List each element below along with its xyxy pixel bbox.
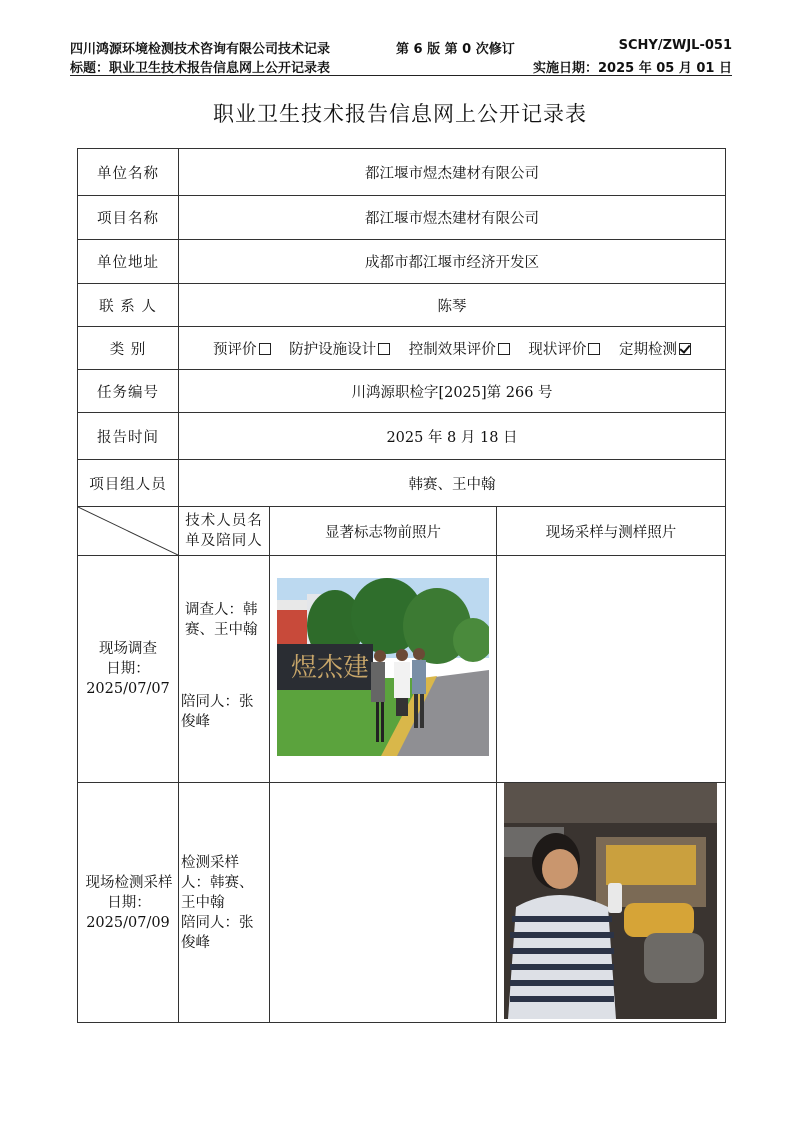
checkbox-icon [378, 343, 390, 355]
category-label: 类 别 [78, 327, 179, 370]
col-sampling-header: 现场采样与测样照片 [497, 507, 726, 556]
row-project-name [78, 196, 726, 240]
team-label: 项目组人员 [78, 460, 179, 507]
header-rule [70, 75, 732, 76]
doc-subject: 标题：职业卫生技术报告信息网上公开记录表 [70, 61, 331, 76]
header-line-1 [70, 38, 732, 56]
doc-code: SCHY/ZWJL-051 [618, 38, 732, 53]
task-no-label: 任务编号 [78, 370, 179, 413]
category-option-control-effect: 控制效果评价 [409, 342, 510, 358]
investigator-text: 调查人：韩赛、王中翰 [185, 602, 258, 638]
sampler-text: 检测采样人：韩赛、王中翰 [181, 854, 254, 911]
project-name-label: 项目名称 [78, 196, 179, 240]
row-contact [78, 284, 726, 327]
checkbox-icon [259, 343, 271, 355]
row-report-time [78, 413, 726, 460]
version-text: 第 6 版 第 0 次修订 [396, 42, 515, 57]
category-option-protection-design: 防护设施设计 [289, 342, 390, 358]
landmark-photo-image [277, 578, 489, 756]
testing-landmark-photo-cell [270, 783, 497, 1023]
category-options [179, 327, 726, 370]
testing-date-label: 现场检测采样日期： [85, 874, 173, 911]
sampling-photo-image [504, 783, 717, 1019]
unit-address-value: 成都市都江堰市经济开发区 [179, 240, 726, 284]
survey-sampling-photo-cell [497, 556, 726, 783]
col-staff-header: 技术人员名单及陪同人 [179, 507, 270, 556]
col-landmark-header: 显著标志物前照片 [270, 507, 497, 556]
photo-header-row [78, 507, 726, 556]
diagonal-line [78, 507, 178, 555]
company-name: 四川鸿源环境检测技术咨询有限公司技术记录 [70, 42, 331, 57]
effective-date: 实施日期：2025 年 05 月 01 日 [533, 61, 732, 76]
survey-date: 2025/07/07 [86, 681, 170, 697]
testing-people-cell [179, 783, 270, 1023]
report-time-label: 报告时间 [78, 413, 179, 460]
contact-value: 陈琴 [179, 284, 726, 327]
contact-label: 联 系 人 [78, 284, 179, 327]
survey-companion-text: 陪同人：张俊峰 [181, 694, 254, 730]
row-team [78, 460, 726, 507]
row-unit-address [78, 240, 726, 284]
category-option-status-evaluation: 现状评价 [528, 342, 600, 358]
unit-name-value: 都江堰市煜杰建材有限公司 [179, 149, 726, 196]
checkbox-icon [498, 343, 510, 355]
testing-date-cell [78, 783, 179, 1023]
category-option-periodic-testing: 定期检测 [619, 342, 691, 358]
report-time-value: 2025 年 8 月 18 日 [179, 413, 726, 460]
row-unit-name [78, 149, 726, 196]
sampling-photo [504, 783, 717, 1019]
team-value: 韩赛、王中翰 [179, 460, 726, 507]
task-no-value: 川鸿源职检字[2025]第 266 号 [179, 370, 726, 413]
landmark-photo [277, 578, 489, 756]
checkbox-icon [588, 343, 600, 355]
survey-people-cell [179, 556, 270, 783]
testing-companion-text: 陪同人：张俊峰 [181, 914, 254, 951]
row-category [78, 327, 726, 370]
sign-text: 煜杰建 [291, 653, 370, 683]
project-name-value: 都江堰市煜杰建材有限公司 [179, 196, 726, 240]
unit-name-label: 单位名称 [78, 149, 179, 196]
category-option-pre-evaluation: 预评价 [213, 342, 271, 358]
testing-date: 2025/07/09 [86, 914, 170, 931]
survey-date-label: 现场调查日期： [99, 641, 157, 677]
survey-date-cell [78, 556, 179, 783]
checked-checkbox-icon [679, 343, 691, 355]
row-task-no [78, 370, 726, 413]
diagonal-header-cell [78, 507, 179, 556]
page-title: 职业卫生技术报告信息网上公开记录表 [213, 102, 587, 126]
header-line-2 [70, 57, 732, 75]
unit-address-label: 单位地址 [78, 240, 179, 284]
